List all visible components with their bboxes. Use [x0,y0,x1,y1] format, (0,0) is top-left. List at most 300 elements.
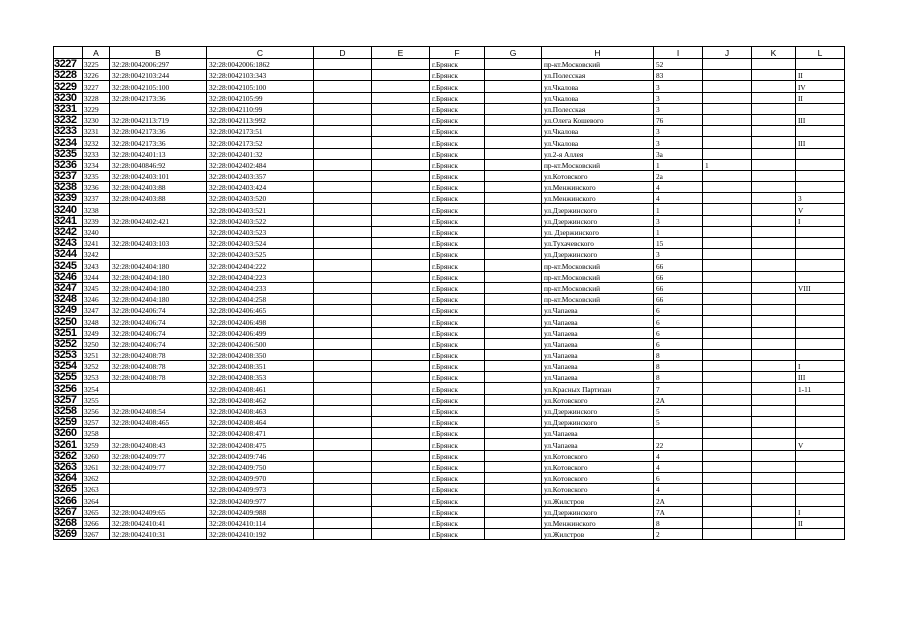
cell-g[interactable] [485,137,542,148]
cell-i[interactable]: 3а [654,148,703,159]
cell-c[interactable]: 32:28:0042404:223 [207,271,314,282]
row-number[interactable]: 3261 [54,439,83,450]
cell-d[interactable] [314,103,372,114]
cell-k[interactable] [752,204,796,215]
cell-j[interactable] [703,417,752,428]
cell-f[interactable]: г.Брянск [430,316,485,327]
cell-f[interactable]: г.Брянск [430,327,485,338]
cell-j[interactable] [703,517,752,528]
cell-d[interactable] [314,394,372,405]
cell-e[interactable] [372,417,430,428]
cell-l[interactable]: 1-11 [796,383,845,394]
cell-f[interactable]: г.Брянск [430,238,485,249]
cell-f[interactable]: г.Брянск [430,439,485,450]
cell-l[interactable] [796,417,845,428]
cell-h[interactable]: ул.Чапаева [542,338,654,349]
column-header[interactable]: K [752,47,796,59]
cell-j[interactable] [703,103,752,114]
row-number[interactable]: 3248 [54,293,83,304]
cell-e[interactable] [372,238,430,249]
cell-b[interactable]: 32:28:0042410:41 [110,517,207,528]
cell-c[interactable]: 32:28:0042404:233 [207,282,314,293]
cell-l[interactable] [796,159,845,170]
cell-j[interactable] [703,148,752,159]
row-number[interactable]: 3250 [54,316,83,327]
cell-k[interactable] [752,450,796,461]
cell-f[interactable]: г.Брянск [430,338,485,349]
cell-d[interactable] [314,226,372,237]
cell-b[interactable]: 32:28:0042408:43 [110,439,207,450]
row-number[interactable]: 3258 [54,405,83,416]
cell-f[interactable]: г.Брянск [430,148,485,159]
column-header[interactable]: J [703,47,752,59]
cell-a[interactable]: 3244 [83,271,110,282]
cell-k[interactable] [752,215,796,226]
cell-f[interactable]: г.Брянск [430,305,485,316]
cell-a[interactable]: 3240 [83,226,110,237]
cell-e[interactable] [372,349,430,360]
cell-l[interactable] [796,528,845,539]
cell-d[interactable] [314,282,372,293]
cell-j[interactable] [703,472,752,483]
cell-e[interactable] [372,204,430,215]
cell-d[interactable] [314,182,372,193]
cell-b[interactable] [110,495,207,506]
cell-a[interactable]: 3243 [83,260,110,271]
cell-d[interactable] [314,170,372,181]
cell-j[interactable] [703,495,752,506]
cell-c[interactable]: 32:28:0042403:521 [207,204,314,215]
cell-f[interactable]: г.Брянск [430,394,485,405]
cell-e[interactable] [372,305,430,316]
cell-c[interactable]: 32:28:0042403:424 [207,182,314,193]
cell-l[interactable] [796,170,845,181]
cell-l[interactable] [796,148,845,159]
cell-l[interactable] [796,428,845,439]
cell-c[interactable]: 32:28:0042403:520 [207,193,314,204]
column-header[interactable]: C [207,47,314,59]
cell-a[interactable]: 3262 [83,472,110,483]
cell-e[interactable] [372,260,430,271]
cell-d[interactable] [314,114,372,125]
cell-i[interactable]: 1 [654,226,703,237]
cell-e[interactable] [372,383,430,394]
cell-f[interactable]: г.Брянск [430,137,485,148]
row-number[interactable]: 3228 [54,70,83,81]
cell-g[interactable] [485,170,542,181]
row-number[interactable]: 3265 [54,484,83,495]
cell-e[interactable] [372,405,430,416]
cell-a[interactable]: 3267 [83,528,110,539]
cell-k[interactable] [752,148,796,159]
cell-c[interactable]: 32:28:0042406:465 [207,305,314,316]
cell-f[interactable]: г.Брянск [430,383,485,394]
cell-c[interactable]: 32:28:0042410:114 [207,517,314,528]
row-number[interactable]: 3252 [54,338,83,349]
row-number[interactable]: 3264 [54,472,83,483]
cell-h[interactable]: ул.Олега Кошевого [542,114,654,125]
cell-h[interactable]: ул.Дзержинского [542,405,654,416]
column-header[interactable]: L [796,47,845,59]
cell-j[interactable] [703,260,752,271]
cell-l[interactable]: V [796,439,845,450]
cell-h[interactable]: ул.Котовского [542,394,654,405]
cell-h[interactable]: ул.Чапаева [542,327,654,338]
cell-g[interactable] [485,271,542,282]
cell-d[interactable] [314,383,372,394]
cell-f[interactable]: г.Брянск [430,405,485,416]
cell-i[interactable] [654,428,703,439]
cell-k[interactable] [752,361,796,372]
cell-c[interactable]: 32:28:0042403:525 [207,249,314,260]
column-header[interactable]: F [430,47,485,59]
cell-i[interactable]: 5 [654,417,703,428]
cell-a[interactable]: 3235 [83,170,110,181]
cell-b[interactable] [110,472,207,483]
cell-i[interactable]: 7А [654,506,703,517]
cell-j[interactable] [703,293,752,304]
cell-g[interactable] [485,439,542,450]
cell-k[interactable] [752,137,796,148]
cell-h[interactable]: ул.Полесская [542,103,654,114]
cell-a[interactable]: 3238 [83,204,110,215]
cell-d[interactable] [314,405,372,416]
cell-i[interactable]: 8 [654,361,703,372]
cell-g[interactable] [485,349,542,360]
row-number[interactable]: 3267 [54,506,83,517]
cell-g[interactable] [485,517,542,528]
cell-b[interactable]: 32:28:0042408:78 [110,372,207,383]
cell-j[interactable] [703,383,752,394]
cell-c[interactable]: 32:28:0042408:461 [207,383,314,394]
cell-c[interactable]: 32:28:0042409:977 [207,495,314,506]
cell-h[interactable]: ул.Чапаева [542,372,654,383]
cell-l[interactable] [796,450,845,461]
cell-f[interactable]: г.Брянск [430,361,485,372]
cell-d[interactable] [314,249,372,260]
cell-f[interactable]: г.Брянск [430,528,485,539]
cell-l[interactable] [796,327,845,338]
cell-b[interactable]: 32:28:0042404:180 [110,293,207,304]
cell-h[interactable]: ул.Менжинского [542,182,654,193]
cell-l[interactable] [796,249,845,260]
cell-h[interactable]: ул.Дзержинского [542,249,654,260]
cell-l[interactable] [796,405,845,416]
cell-g[interactable] [485,305,542,316]
cell-j[interactable] [703,327,752,338]
cell-k[interactable] [752,517,796,528]
cell-g[interactable] [485,260,542,271]
cell-j[interactable] [703,226,752,237]
cell-d[interactable] [314,215,372,226]
cell-c[interactable]: 32:28:0042408:462 [207,394,314,405]
cell-a[interactable]: 3261 [83,461,110,472]
cell-i[interactable]: 3 [654,81,703,92]
row-number[interactable]: 3240 [54,204,83,215]
cell-e[interactable] [372,338,430,349]
row-number[interactable]: 3246 [54,271,83,282]
cell-h[interactable]: ул.2-я Аллея [542,148,654,159]
cell-c[interactable]: 32:28:0042403:522 [207,215,314,226]
cell-d[interactable] [314,517,372,528]
cell-e[interactable] [372,517,430,528]
cell-e[interactable] [372,361,430,372]
cell-l[interactable]: 3 [796,193,845,204]
cell-b[interactable]: 32:28:0042006:297 [110,59,207,70]
cell-k[interactable] [752,193,796,204]
cell-g[interactable] [485,361,542,372]
row-number[interactable]: 3262 [54,450,83,461]
cell-a[interactable]: 3226 [83,70,110,81]
cell-e[interactable] [372,450,430,461]
cell-k[interactable] [752,461,796,472]
cell-d[interactable] [314,439,372,450]
cell-j[interactable] [703,238,752,249]
cell-b[interactable]: 32:28:0040846:92 [110,159,207,170]
cell-i[interactable]: 2А [654,394,703,405]
cell-e[interactable] [372,170,430,181]
cell-f[interactable]: г.Брянск [430,417,485,428]
cell-b[interactable] [110,249,207,260]
cell-b[interactable]: 32:28:0042406:74 [110,305,207,316]
cell-l[interactable]: I [796,506,845,517]
cell-g[interactable] [485,417,542,428]
cell-a[interactable]: 3266 [83,517,110,528]
row-number[interactable]: 3243 [54,238,83,249]
cell-f[interactable]: г.Брянск [430,472,485,483]
column-header[interactable]: G [485,47,542,59]
cell-a[interactable]: 3229 [83,103,110,114]
cell-c[interactable]: 32:28:0042103:343 [207,70,314,81]
cell-h[interactable]: ул.Тухачевского [542,238,654,249]
cell-a[interactable]: 3253 [83,372,110,383]
cell-l[interactable] [796,59,845,70]
cell-j[interactable] [703,182,752,193]
cell-g[interactable] [485,204,542,215]
cell-a[interactable]: 3232 [83,137,110,148]
cell-g[interactable] [485,249,542,260]
cell-c[interactable]: 32:28:0042409:970 [207,472,314,483]
cell-h[interactable]: пр-кт.Московский [542,271,654,282]
cell-a[interactable]: 3228 [83,92,110,103]
cell-b[interactable]: 32:28:0042404:180 [110,271,207,282]
cell-i[interactable]: 6 [654,316,703,327]
cell-c[interactable]: 32:28:0042408:475 [207,439,314,450]
cell-e[interactable] [372,282,430,293]
cell-j[interactable] [703,70,752,81]
cell-h[interactable]: ул.Менжинского [542,517,654,528]
cell-f[interactable]: г.Брянск [430,349,485,360]
cell-g[interactable] [485,114,542,125]
cell-d[interactable] [314,484,372,495]
cell-g[interactable] [485,528,542,539]
cell-h[interactable]: ул.Котовского [542,461,654,472]
cell-b[interactable]: 32:28:0042406:74 [110,327,207,338]
cell-a[interactable]: 3247 [83,305,110,316]
cell-b[interactable]: 32:28:0042105:100 [110,81,207,92]
cell-i[interactable]: 22 [654,439,703,450]
cell-h[interactable]: ул.Чапаева [542,428,654,439]
cell-f[interactable]: г.Брянск [430,92,485,103]
cell-e[interactable] [372,472,430,483]
cell-l[interactable] [796,103,845,114]
cell-d[interactable] [314,327,372,338]
cell-f[interactable]: г.Брянск [430,461,485,472]
cell-f[interactable]: г.Брянск [430,215,485,226]
cell-f[interactable]: г.Брянск [430,293,485,304]
cell-l[interactable] [796,126,845,137]
cell-k[interactable] [752,316,796,327]
cell-a[interactable]: 3257 [83,417,110,428]
cell-a[interactable]: 3237 [83,193,110,204]
cell-b[interactable]: 32:28:0042173:36 [110,92,207,103]
cell-i[interactable]: 5 [654,405,703,416]
cell-i[interactable]: 7 [654,383,703,394]
cell-l[interactable]: I [796,215,845,226]
cell-g[interactable] [485,282,542,293]
cell-c[interactable]: 32:28:0042105:99 [207,92,314,103]
cell-g[interactable] [485,70,542,81]
cell-i[interactable]: 66 [654,282,703,293]
cell-h[interactable]: ул.Жилстров [542,528,654,539]
cell-i[interactable]: 66 [654,260,703,271]
cell-e[interactable] [372,528,430,539]
cell-j[interactable] [703,394,752,405]
cell-l[interactable] [796,316,845,327]
cell-e[interactable] [372,182,430,193]
cell-a[interactable]: 3263 [83,484,110,495]
cell-h[interactable]: ул.Чкалова [542,92,654,103]
cell-h[interactable]: пр-кт.Московский [542,260,654,271]
cell-g[interactable] [485,372,542,383]
cell-i[interactable]: 1 [654,159,703,170]
cell-d[interactable] [314,293,372,304]
cell-j[interactable] [703,439,752,450]
cell-d[interactable] [314,204,372,215]
cell-b[interactable]: 32:28:0042403:88 [110,193,207,204]
row-number[interactable]: 3229 [54,81,83,92]
cell-a[interactable]: 3225 [83,59,110,70]
cell-f[interactable]: г.Брянск [430,170,485,181]
cell-b[interactable]: 32:28:0042402:421 [110,215,207,226]
cell-f[interactable]: г.Брянск [430,271,485,282]
cell-d[interactable] [314,316,372,327]
cell-g[interactable] [485,59,542,70]
cell-b[interactable]: 32:28:0042403:88 [110,182,207,193]
cell-j[interactable] [703,428,752,439]
cell-j[interactable] [703,461,752,472]
cell-j[interactable] [703,126,752,137]
cell-c[interactable]: 32:28:0042406:499 [207,327,314,338]
cell-h[interactable]: ул. Дзержинского [542,226,654,237]
cell-i[interactable]: 8 [654,349,703,360]
cell-i[interactable]: 15 [654,238,703,249]
cell-e[interactable] [372,92,430,103]
cell-c[interactable]: 32:28:0042110:99 [207,103,314,114]
cell-j[interactable] [703,372,752,383]
row-number[interactable]: 3242 [54,226,83,237]
cell-k[interactable] [752,428,796,439]
cell-k[interactable] [752,439,796,450]
cell-e[interactable] [372,461,430,472]
row-number[interactable]: 3239 [54,193,83,204]
cell-e[interactable] [372,428,430,439]
cell-i[interactable]: 2а [654,170,703,181]
row-number[interactable]: 3254 [54,361,83,372]
cell-d[interactable] [314,472,372,483]
cell-h[interactable]: ул.Котовского [542,170,654,181]
cell-i[interactable]: 6 [654,472,703,483]
cell-c[interactable]: 32:28:0042408:351 [207,361,314,372]
cell-f[interactable]: г.Брянск [430,260,485,271]
cell-d[interactable] [314,148,372,159]
cell-l[interactable] [796,182,845,193]
cell-d[interactable] [314,92,372,103]
cell-j[interactable] [703,249,752,260]
cell-j[interactable] [703,204,752,215]
cell-k[interactable] [752,249,796,260]
cell-f[interactable]: г.Брянск [430,114,485,125]
cell-k[interactable] [752,394,796,405]
cell-h[interactable]: ул.Дзержинского [542,204,654,215]
cell-a[interactable]: 3241 [83,238,110,249]
corner-cell[interactable] [54,47,83,59]
cell-g[interactable] [485,428,542,439]
cell-b[interactable]: 32:28:0042403:103 [110,238,207,249]
cell-e[interactable] [372,215,430,226]
cell-c[interactable]: 32:28:0042409:746 [207,450,314,461]
cell-g[interactable] [485,103,542,114]
cell-h[interactable]: ул.Полесская [542,70,654,81]
cell-l[interactable]: III [796,114,845,125]
cell-a[interactable]: 3234 [83,159,110,170]
cell-l[interactable] [796,226,845,237]
cell-c[interactable]: 32:28:0042006:1862 [207,59,314,70]
cell-c[interactable]: 32:28:0042410:192 [207,528,314,539]
cell-j[interactable] [703,170,752,181]
cell-e[interactable] [372,126,430,137]
cell-e[interactable] [372,249,430,260]
cell-g[interactable] [485,148,542,159]
cell-i[interactable]: 4 [654,484,703,495]
cell-i[interactable]: 2 [654,528,703,539]
column-header[interactable]: D [314,47,372,59]
cell-k[interactable] [752,293,796,304]
cell-c[interactable]: 32:28:0042408:353 [207,372,314,383]
cell-i[interactable]: 3 [654,137,703,148]
cell-e[interactable] [372,137,430,148]
row-number[interactable]: 3231 [54,103,83,114]
cell-a[interactable]: 3265 [83,506,110,517]
cell-e[interactable] [372,293,430,304]
cell-e[interactable] [372,327,430,338]
cell-h[interactable]: ул.Жилстров [542,495,654,506]
row-number[interactable]: 3230 [54,92,83,103]
cell-k[interactable] [752,92,796,103]
cell-i[interactable]: 52 [654,59,703,70]
row-number[interactable]: 3247 [54,282,83,293]
cell-l[interactable] [796,495,845,506]
cell-h[interactable]: ул.Красных Партизан [542,383,654,394]
cell-a[interactable]: 3231 [83,126,110,137]
cell-h[interactable]: пр-кт.Московский [542,59,654,70]
cell-d[interactable] [314,372,372,383]
cell-c[interactable]: 32:28:0042402:484 [207,159,314,170]
cell-k[interactable] [752,260,796,271]
cell-l[interactable] [796,472,845,483]
cell-i[interactable]: 1 [654,204,703,215]
cell-d[interactable] [314,528,372,539]
